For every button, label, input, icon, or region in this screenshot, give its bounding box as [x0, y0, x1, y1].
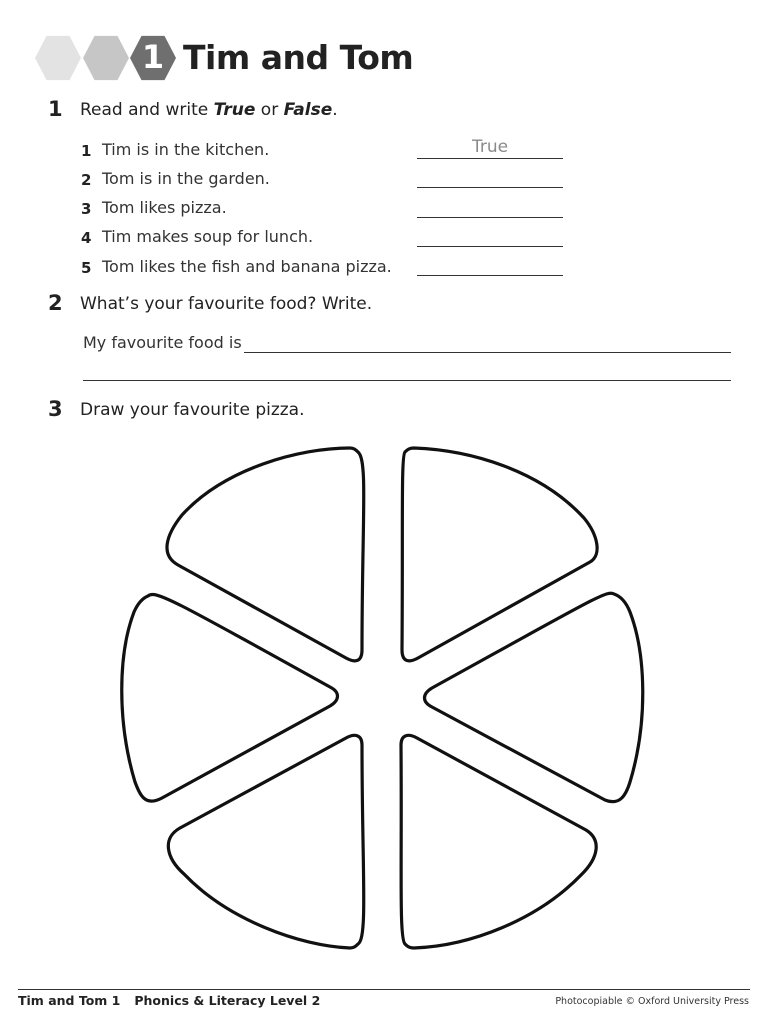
- section-3-number: 3: [48, 397, 63, 421]
- question-number: 4: [81, 229, 92, 247]
- favourite-food-prompt: My favourite food is: [83, 333, 242, 352]
- footer-book-info: [18, 993, 320, 1008]
- footer-unit-title: Tim and Tom 1: [18, 993, 121, 1008]
- question-text: Tim makes soup for lunch.: [102, 227, 314, 246]
- question-text: Tim is in the kitchen.: [102, 140, 270, 159]
- section-3-instruction: Draw your favourite pizza.: [80, 400, 305, 420]
- question-number: 1: [81, 142, 92, 160]
- question-text: Tom is in the garden.: [102, 169, 270, 188]
- question-text: Tom likes pizza.: [102, 198, 227, 217]
- question-number: 3: [81, 200, 92, 218]
- unit-number: 1: [141, 38, 165, 76]
- section-2-number: 2: [48, 291, 63, 315]
- section-1-instruction: Read and write True or False.: [80, 100, 338, 120]
- answer-text[interactable]: True: [471, 137, 509, 157]
- footer-divider: [18, 989, 750, 990]
- footer-level: Phonics & Literacy Level 2: [134, 993, 321, 1008]
- question-number: 5: [81, 259, 92, 277]
- question-text: Tom likes the fish and banana pizza.: [102, 257, 392, 276]
- page-title: Tim and Tom: [183, 38, 414, 77]
- question-number: 2: [81, 171, 92, 189]
- footer-copyright: Photocopiable © Oxford University Press: [555, 996, 749, 1007]
- section-1-number: 1: [48, 97, 63, 121]
- section-2-instruction: What’s your favourite food? Write.: [80, 294, 373, 314]
